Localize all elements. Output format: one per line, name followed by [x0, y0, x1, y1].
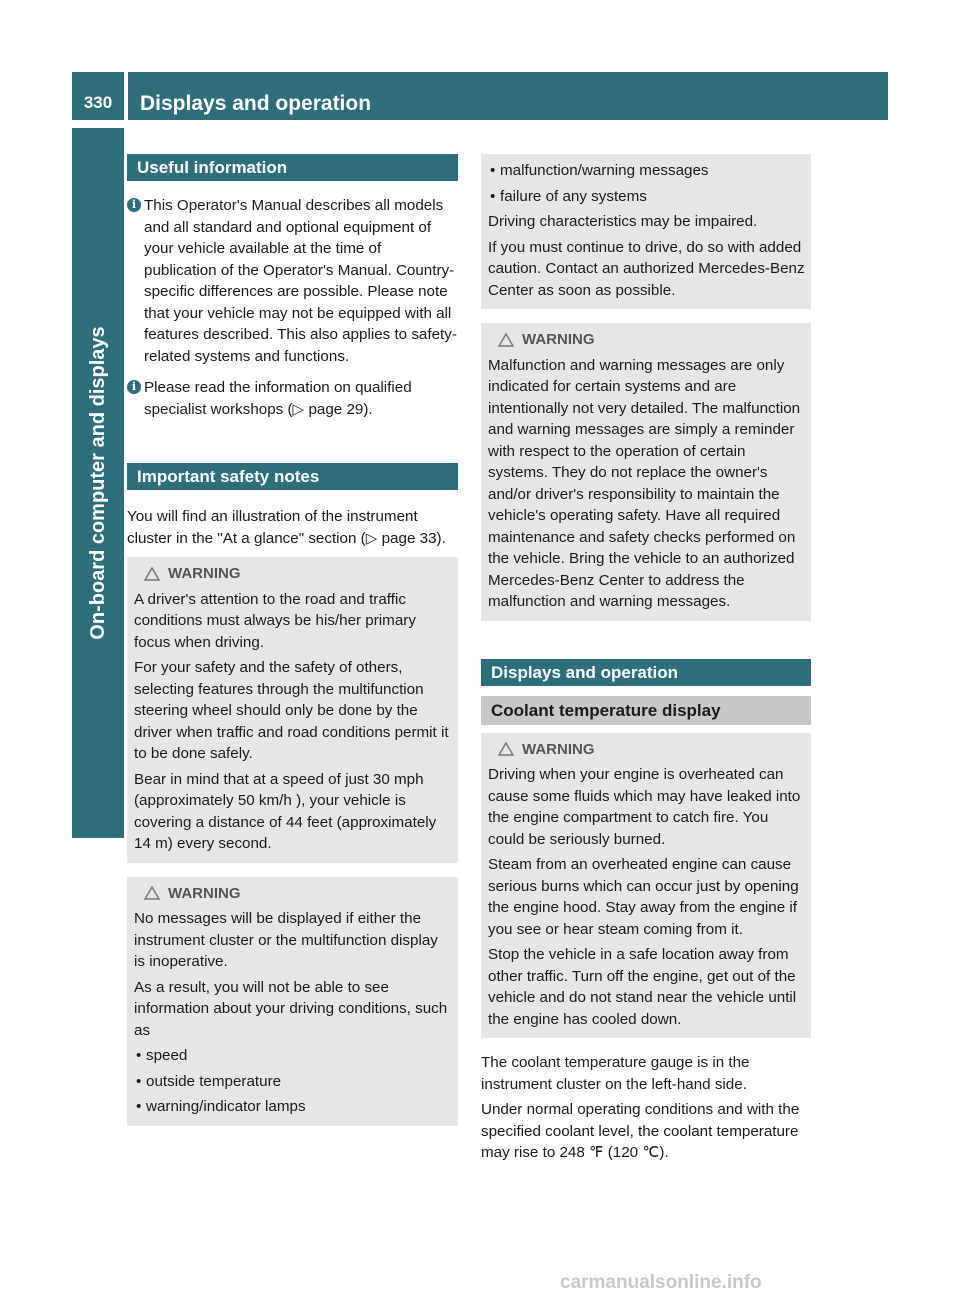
left-column	[127, 154, 458, 1126]
subsection-coolant-temperature-display: Coolant temperature display	[481, 696, 811, 725]
list-item: • warning/indicator lamps	[134, 1096, 452, 1118]
warning-text: For your safety and the safety of others, selecting features through the multifunction steering wheel should only be done by the driver when traffic and road conditions permit it to be done safely.	[134, 659, 449, 762]
list-item: • malfunction/warning messages	[488, 160, 805, 182]
warning-text: Stop the vehicle in a safe location away from other traffic. Turn off the engine, get out of the vehicle and do not stand near the vehicle until the engine has cooled down.	[488, 946, 797, 1028]
warning-box	[127, 557, 458, 863]
warning-title: WARNING	[522, 331, 595, 348]
warning-triangle-icon	[498, 742, 514, 756]
warning-triangle-icon	[498, 333, 514, 347]
warning-text: As a result, you will not be able to see information about your driving conditions, such as	[134, 978, 448, 1039]
section-useful-information: Useful information	[127, 154, 458, 181]
watermark: carmanualsonline.info	[560, 1272, 762, 1293]
info-note	[127, 195, 458, 367]
body-text: The coolant temperature gauge is in the instrument cluster on the left-hand side.	[481, 1054, 750, 1093]
warning-title: WARNING	[522, 740, 595, 758]
warning-title: WARNING	[168, 565, 241, 582]
info-text: This Operator's Manual describes all models and all standard and optional equipment of your vehicle available at the time of publication of the Operator's Manual. Country-specific differences are possible. Please note that your vehicle may not be equipped with all features described. This also applies to safety-related systems and functions.	[144, 197, 457, 365]
list-item: • speed	[134, 1045, 452, 1067]
warning-triangle-icon	[144, 567, 160, 581]
warning-text: Bear in mind that at a speed of just 30 mph (approximately 50 km/h ), your vehicle is covering a distance of 44 feet (approximately 14 m) every second.	[134, 770, 437, 852]
info-icon: i	[127, 198, 141, 212]
section-important-safety-notes: Important safety notes	[127, 463, 458, 490]
page-title: Displays and operation	[128, 72, 888, 120]
info-text: Please read the information on qualified specialist workshops (▷ page 29).	[144, 379, 412, 418]
list-item: • outside temperature	[134, 1071, 452, 1093]
warning-box	[127, 877, 458, 1126]
section-displays-and-operation: Displays and operation	[481, 659, 811, 686]
right-column	[481, 154, 811, 1164]
warning-title: WARNING	[168, 884, 241, 902]
warning-text: Driving characteristics may be impaired.	[488, 213, 758, 230]
page-number: 330	[72, 72, 124, 120]
warning-box	[481, 323, 811, 621]
list-item: • failure of any systems	[488, 186, 805, 208]
warning-box-continued	[481, 154, 811, 309]
warning-triangle-icon	[144, 886, 160, 900]
warning-text: If you must continue to drive, do so with added caution. Contact an authorized Mercedes-Benz Center as soon as possible.	[488, 238, 805, 299]
warning-text: A driver's attention to the road and traffic conditions must always be his/her primary focus when driving.	[134, 590, 416, 651]
info-note	[127, 377, 458, 420]
info-icon: i	[127, 380, 141, 394]
warning-box	[481, 733, 811, 1039]
body-text: Under normal operating conditions and with the specified coolant level, the coolant temperature may rise to 248 ℉ (120 ℃).	[481, 1101, 800, 1161]
warning-text: Malfunction and warning messages are only indicated for certain systems and are intentionally not very detailed. The malfunction and warning messages are simply a reminder with respect to the operation of certain systems. They do not replace the owner's and/or driver's responsibility to maintain the vehicle's operating safety. Have all required maintenance and safety checks performed on the vehicle. Bring the vehicle to an authorized Mercedes-Benz Center to address the malfunction and warning messages.	[488, 356, 801, 610]
warning-text: No messages will be displayed if either the instrument cluster or the multifunction display is inoperative.	[134, 910, 438, 970]
side-tab-label: On-board computer and displays	[87, 326, 109, 640]
warning-text: Steam from an overheated engine can cause serious burns which can occur just by opening the engine hood. Stay away from the engine if you see or hear steam coming from it.	[488, 856, 799, 938]
safety-text: You will find an illustration of the instrument cluster in the "At a glance" section (▷ page 33).	[127, 508, 446, 547]
warning-text: Driving when your engine is overheated can cause some fluids which may have leaked into the engine compartment to catch fire. You could be seriously burned.	[488, 766, 801, 848]
